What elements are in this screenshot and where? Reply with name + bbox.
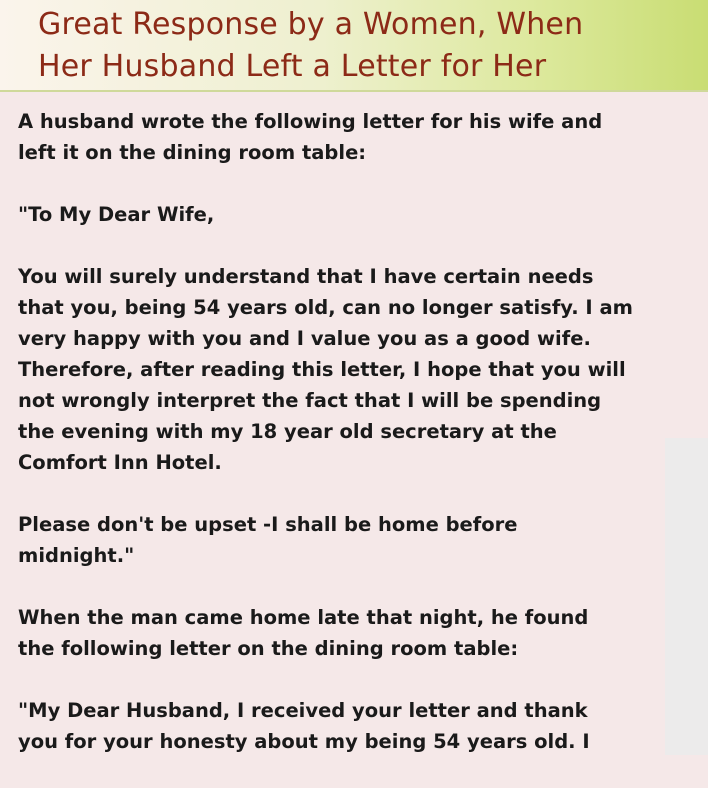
page-title-line-1: Great Response by a Women, When: [38, 7, 584, 42]
paragraph-husband-closing: Please don't be upset -I shall be home before midnight.": [18, 513, 518, 567]
page-title: [0, 0, 708, 88]
article-body: [18, 106, 702, 788]
page-title-line-2: Her Husband Left a Letter for Her: [38, 49, 547, 84]
header-banner: [0, 0, 708, 92]
paragraph-intro: A husband wrote the following letter for his wife and left it on the dining room table:: [18, 110, 603, 164]
paragraph-narration: When the man came home late that night, he found the following letter on the dining room table:: [18, 606, 589, 660]
paragraph-husband-letter: You will surely understand that I have certain needs that you, being 54 years old, can no longer satisfy. I am very happy with you and I value you as a good wife. Therefore, after reading this letter, I hope that you will not wrongly interpret the fact that I will be spending the evening with my 18 year old secretary at the Comfort Inn Hotel.: [18, 265, 633, 474]
paragraph-wife-reply: "My Dear Husband, I received your letter and thank you for your honesty about my being 54 years old. I: [18, 699, 590, 753]
paragraph-salutation: "To My Dear Wife,: [18, 203, 215, 226]
